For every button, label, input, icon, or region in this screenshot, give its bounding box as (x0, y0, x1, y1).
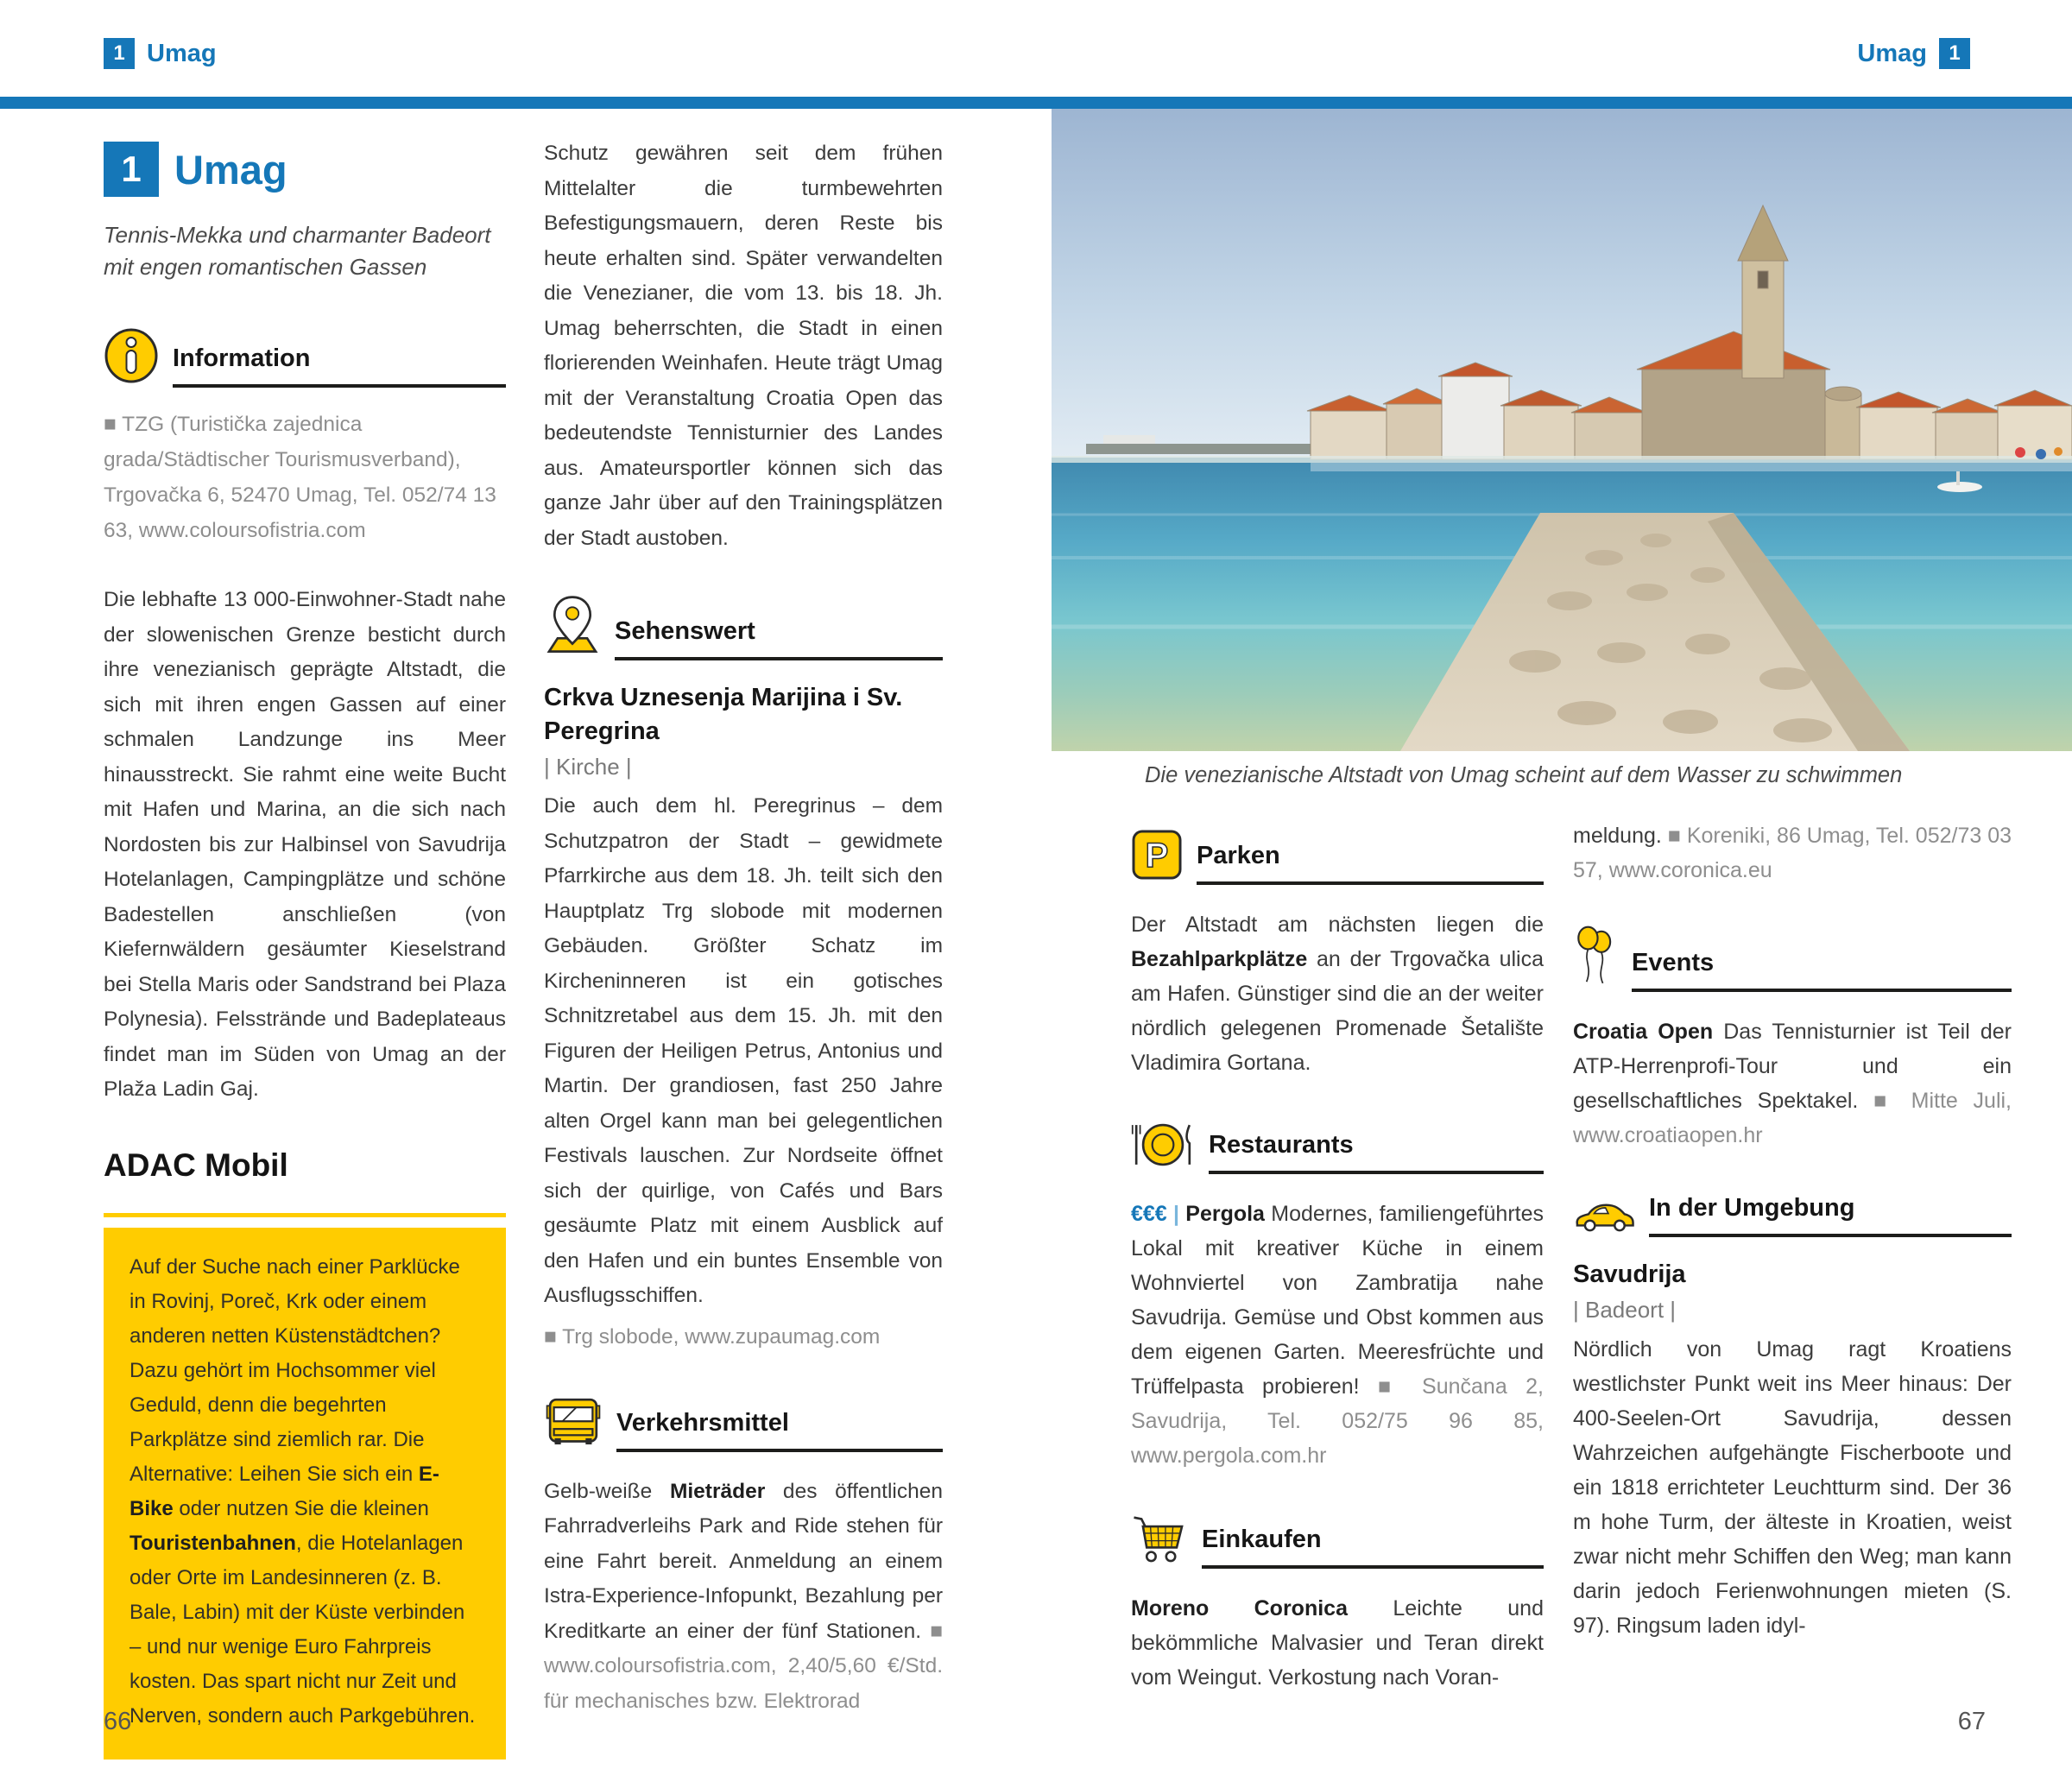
section-sehenswert (544, 594, 943, 660)
umag-photo (1052, 109, 2072, 751)
page-number-left: 66 (104, 1708, 132, 1735)
parking-icon (1131, 829, 1183, 885)
info-contact: ■ TZG (Turistička zajednica grada/Städtischer Tourismusverband), Trgovačka 6, 52470 Umag, Tel. 052/74 13 63, www.coloursofistria.com (104, 413, 496, 542)
section-title: Verkehrsmittel (616, 1409, 943, 1452)
column-intro (104, 142, 506, 1760)
running-head-left (104, 38, 217, 69)
svg-text:P: P (1145, 837, 1169, 875)
history-paragraph: Schutz gewähren seit dem frühen Mittelalter die turmbewehrten Befestigungsmauern, deren Reste bis heute erhalten sind. Später verwandelten die Venezianer, die vom 13. bis 18. Jh. Umag beherrschten, die Stadt in einen florierenden Weinhafen. Heute trägt Umag mit der Veranstaltung Croatia Open das bedeutendste Tennisturnier des Landes aus. Amateursportler können sich das ganze Jahr über auf den Trainingsplätzen der Stadt austoben. (544, 142, 943, 550)
running-head-title: Umag (1857, 39, 1927, 67)
section-information (104, 328, 506, 388)
section-parken (1131, 829, 1544, 885)
section-restaurants (1131, 1120, 1544, 1174)
car-icon (1573, 1198, 1635, 1237)
section-einkaufen (1131, 1513, 1544, 1569)
chapter-number-badge: 1 (104, 38, 135, 69)
shopping-cart-icon (1131, 1513, 1188, 1569)
map-pin-icon (544, 594, 601, 660)
einkaufen-body: Moreno Coronica Leichte und bekömmliche Malvasier und Teran direkt vom Weingut. Verkostung nach Voran- (1131, 1596, 1544, 1690)
sight-title: Crkva Uznesenja Marijina i Sv. Peregrina (544, 684, 903, 745)
header-rule (0, 97, 2072, 109)
umgebung-category: | Badeort | (1573, 1297, 1677, 1323)
chapter-number-badge: 1 (1939, 38, 1970, 69)
section-title: Sehenswert (615, 617, 943, 660)
chapter-number-badge: 1 (104, 142, 159, 197)
section-title: In der Umgebung (1649, 1194, 2012, 1237)
chapter-heading (104, 142, 506, 197)
umgebung-body: Nördlich von Umag ragt Kroatiens westlichster Punkt weit ins Meer hinaus: Der 400-Seelen-Ort Savudrija, dessen Wahrzeichen aufgehängte Fischerboote und ein 1818 errichteter Leuchtturm sind. Der 36 m hohe Turm, der älteste in Kroatien, weist zwar nicht mehr Schiffen den Weg; man kann darin jedoch Ferienwohnungen mieten (S. 97). Ringsum laden idyl- (1573, 1337, 2012, 1638)
chapter-title: Umag (174, 146, 287, 193)
sight-body: Die auch dem hl. Peregrinus – dem Schutzpatron der Stadt – gewidmete Pfarrkirche aus dem 18. Jh. teilt sich den Hauptplatz Trg slobode mit modernen Gebäuden. Größter Schatz im Kircheninneren ist ein gotisches Schnitzretabel aus dem 15. Jh. mit den Figuren der Heiligen Petrus, Antonius und Martin. Der grandiosen, fast 250 Jahre alten Orgel kann man bei gelegentlichen Festivals lauschen. Zur Nordseite öffnet sich der quirlige, von Cafés und Bars gesäumte Platz mit einem Ausblick auf den Hafen und ein buntes Ensemble von Ausflugsschiffen. (544, 794, 943, 1307)
umgebung-title: Savudrija (1573, 1260, 1686, 1288)
adac-mobil-box: Auf der Suche nach einer Parklücke in Rovinj, Poreč, Krk oder einem anderen netten Küstenstädtchen? Dazu gehört im Hochsommer viel Geduld, denn die begehrten Parkplätze sind ziemlich rar. Die Alternative: Leihen Sie sich ein E-Bike oder nutzen Sie die kleinen Touristenbahnen, die Hotelanlagen oder Orte im Landesinneren (z. B. Bale, Labin) mit der Küste verbinden – und nur wenige Euro Fahrpreis kosten. Das spart nicht nur Zeit und Nerven, sondern auch Parkgebühren. (104, 1228, 506, 1760)
einkaufen-continuation: meldung. ■ Koreniki, 86 Umag, Tel. 052/73 03 57, www.coronica.eu (1573, 824, 2012, 882)
events-body: Croatia Open Das Tennisturnier ist Teil der ATP-Herrenprofi-Tour und ein gesellschaftliches Spektakel. ■ Mitte Juli, www.croatiaopen.hr (1573, 1020, 2012, 1147)
balloons-icon (1573, 926, 1618, 992)
sight-contact: ■ Trg slobode, www.zupaumag.com (544, 1324, 881, 1349)
section-events (1573, 926, 2012, 992)
section-title: Events (1632, 949, 2012, 992)
sight-category: | Kirche | (544, 754, 632, 780)
intro-paragraph: Die lebhafte 13 000-Einwohner-Stadt nahe der slowenischen Grenze besticht durch ihre venezianisch geprägte Altstadt, die sich mit ihren engen Gassen auf einer schmalen Landzunge ins Meer hinausstreckt. Sie rahmt eine weite Bucht mit Hafen und Marina, an die sich nach Nordosten bis zur Halbinsel von Savudrija Hotelanlagen, Campingplätze und schöne Badestellen anschließen (von Kiefernwäldern gesäumter Kieselstrand bei Stella Maris oder Sandstrand bei Plaza Polynesia). Felsstrände und Badeplateaus findet man im Süden von Umag an der Plaža Ladin Gaj. (104, 588, 506, 1101)
running-head-title: Umag (147, 39, 217, 67)
info-icon (104, 328, 159, 388)
chapter-subtitle: Tennis-Mekka und charmanter Badeort mit engen romantischen Gassen (104, 222, 491, 280)
photo-caption: Die venezianische Altstadt von Umag scheint auf dem Wasser zu schwimmen (1145, 763, 1903, 787)
adac-mobil-heading: ADAC Mobil (104, 1147, 288, 1183)
section-title: Restaurants (1209, 1131, 1544, 1174)
running-head-right (1857, 38, 1970, 69)
section-title: Parken (1197, 842, 1544, 885)
section-title: Information (173, 344, 506, 388)
bus-icon (544, 1398, 603, 1452)
column-main (544, 136, 943, 1719)
section-title: Einkaufen (1202, 1526, 1544, 1569)
column-listings-right (1573, 818, 2012, 1643)
section-verkehrsmittel (544, 1398, 943, 1452)
parken-body: Der Altstadt am nächsten liegen die Bezahlparkplätze an der Trgovačka ulica am Hafen. Günstiger sind die an der weiter nördlich gelegenen Promenade Šetalište Vladimira Gortana. (1131, 913, 1544, 1075)
column-listings-left (1131, 829, 1544, 1695)
section-umgebung (1573, 1194, 2012, 1237)
page-number-right: 67 (1957, 1708, 1986, 1735)
verkehrsmittel-body: Gelb-weiße Mieträder des öffentlichen Fahrradverleihs Park and Ride stehen für eine Fahrt bereit. Anmeldung an einem Istra-Experience-Infopunkt, Bezahlung per Kreditkarte an einer der fünf Stationen. ■ www.coloursofistria.com, 2,40/5,60 €/Std. für mechanisches bzw. Elektrorad (544, 1479, 943, 1713)
restaurants-body: €€€ | Pergola Modernes, familiengeführtes Lokal mit kreativer Küche in einem Wohnviertel von Zambratija nahe Savudrija. Gemüse und Obst kommen aus dem eigenen Garten. Meeresfrüchte und Trüffelpasta probieren! ■ Sunčana 2, Savudrija, Tel. 052/75 96 85, www.pergola.com.hr (1131, 1202, 1545, 1468)
adac-box-topline (104, 1213, 506, 1217)
plate-cutlery-icon (1131, 1120, 1195, 1174)
